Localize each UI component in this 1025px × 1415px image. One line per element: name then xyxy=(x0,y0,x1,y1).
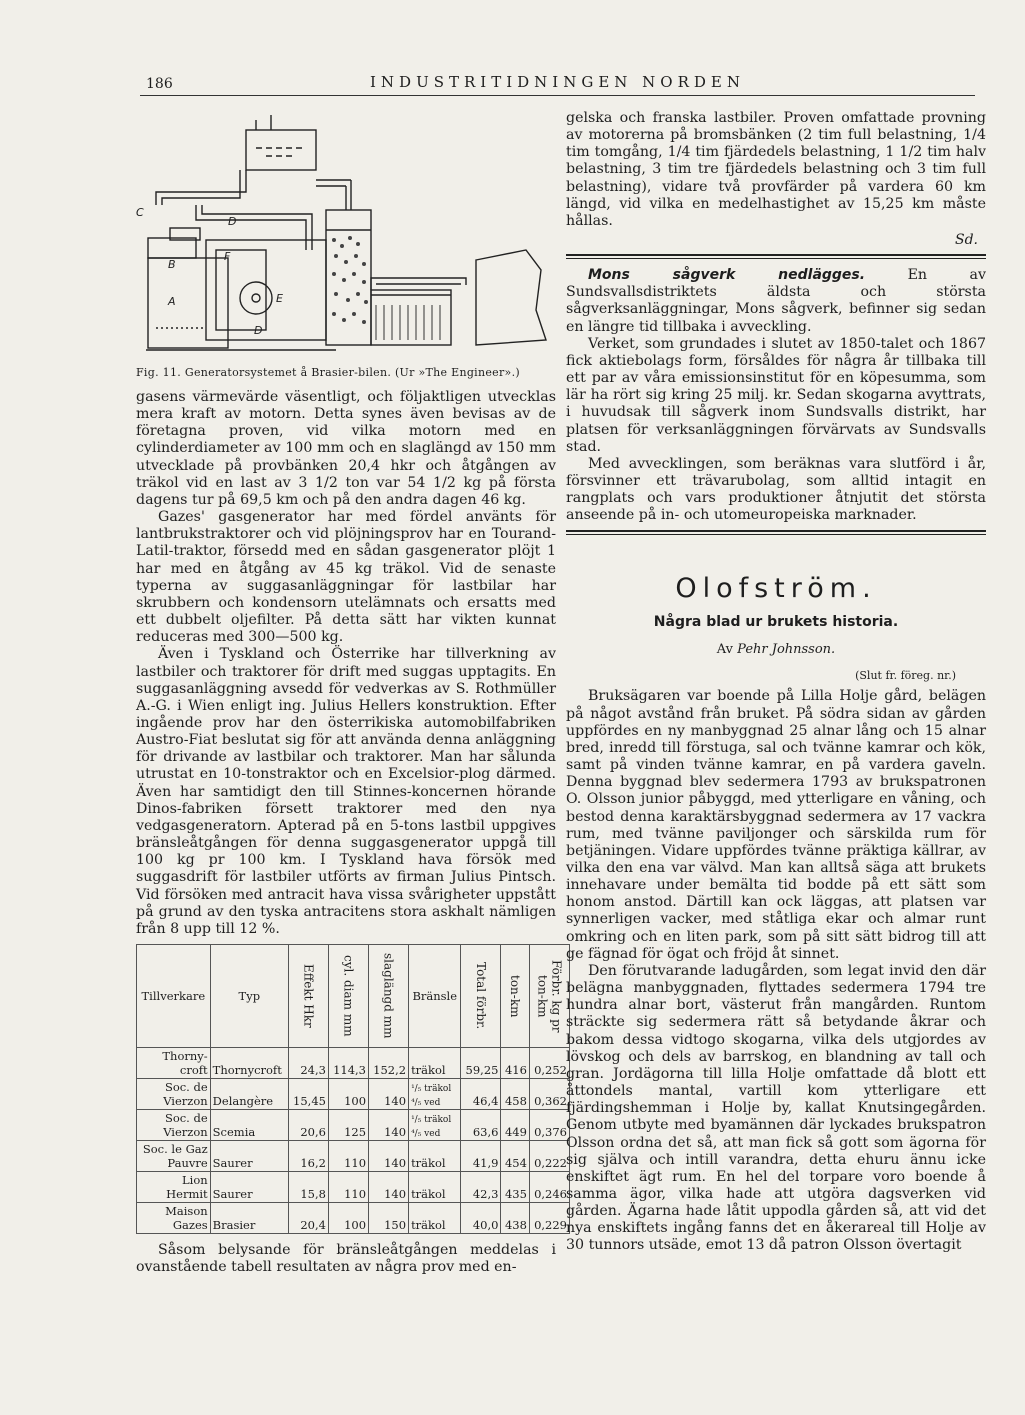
cell-slag: 152,2 xyxy=(369,1048,409,1079)
header-slag: slaglängd mm xyxy=(369,945,409,1048)
cell-bransle: träkol xyxy=(409,1141,461,1172)
left-closing-paragraph: Såsom belysande för bränsleåtgången meddelas i ovanstående tabell resultaten av några prov med en- xyxy=(136,1242,556,1276)
header-forbr: Förbr. kg pr ton-km xyxy=(529,945,569,1048)
label-d-top: D xyxy=(228,215,237,228)
filter-section xyxy=(371,290,451,345)
cell-cyl: 100 xyxy=(328,1079,368,1110)
cell-tillverkare: Soc. le Gaz Pauvre xyxy=(137,1141,211,1172)
signature: Sd. xyxy=(954,232,978,249)
header-tonkm: ton-km xyxy=(501,945,529,1048)
header-rule xyxy=(140,95,975,96)
cell-effekt: 16,2 xyxy=(288,1141,328,1172)
cell-total: 41,9 xyxy=(461,1141,501,1172)
article-title: Olofström. xyxy=(675,573,877,605)
left-column xyxy=(136,110,567,1276)
mons-paragraph-3: Med avvecklingen, som beräknas vara slutförd i år, försvinner ett trävarubolag, som alltid intagit en rangplats och vars produktioner åtnjutit det största anseende på in- och utomeuropeiska marknader. xyxy=(566,455,986,524)
label-b: B xyxy=(168,258,176,271)
cell-slag: 140 xyxy=(369,1079,409,1110)
cell-tillverkare: Soc. de Vierzon xyxy=(137,1110,211,1141)
cell-forbr: 0,222 xyxy=(529,1141,569,1172)
author-name: Pehr Johnsson. xyxy=(737,642,836,658)
label-a: A xyxy=(168,295,176,308)
label-d-low: D xyxy=(254,324,263,337)
cell-tonkm: 416 xyxy=(501,1048,529,1079)
cell-slag: 140 xyxy=(369,1172,409,1203)
continuation-note: (Slut fr. föreg. nr.) xyxy=(855,669,956,683)
cell-cyl: 114,3 xyxy=(328,1048,368,1079)
cell-total: 59,25 xyxy=(461,1048,501,1079)
olof-paragraph-2: Den förutvarande ladugården, som legat invid den där belägna manbyggnaden, flyttades sedermera 1794 tre hundra alnar bort, västerut från mangården. Runtom sträckte sig sedermera rätt så betydande åkrar och bakom dessa vidtogo skogarna, vilka dels utgjordes av lövskog och dels av barrskog, en blandning av tall och gran. Jordägorna till lilla Holje omfattade då blott ett åttondels mantal, vartill kom ytterligare ett fjärdingshemman i Holje by, kallat Knutsingegården. Genom utbyte med byamännen där lyckades brukspatron Olsson ordna det så, att man fick så gott som ägorna för sig själva och intill varandra, detta ehuru ännu icke enskiftet ägt rum. En hel del torpare voro boende å samma ägor, vilka hade att utgöra dagsverken vid gården. Ägarna hade låtit uppodla gården så, att vid det nya enskiftets ingång fanns det en åkerareal till Holje av 30 tunnors utsäde, emot 13 då patron Olsson övertagit xyxy=(566,962,986,1254)
cell-tillverkare: Thorny- croft xyxy=(137,1048,211,1079)
cell-effekt: 20,4 xyxy=(288,1203,328,1234)
cell-bransle: ¹/₅ träkol ⁴/₅ ved xyxy=(409,1079,461,1110)
cell-effekt: 15,8 xyxy=(288,1172,328,1203)
cell-tonkm: 438 xyxy=(501,1203,529,1234)
olof-paragraph-1: Bruksägaren var boende på Lilla Holje gård, belägen på något avstånd från bruket. På södra sidan av gården uppfördes en ny manbyggnad 25 alnar lång och 15 alnar bred, inredd till förstuga, sal och tvänne kamrar och kök, samt på vinden tvänne kamrar, en på vardera gaveln. Denna byggnad blev sedermera 1793 av brukspatronen O. Olsson junior påbyggd, med ytterligare en våning, och bestod denna karaktärsbyggnad sedermera av 17 vackra rum, med tvänne paviljonger och särskilda rum för betjäningen. Vidare uppfördes tvänne präktiga källrar, av vilka den ena var välvd. Man kan alltså säga att brukets innehavare under bemälta tid bodde på ett sätt som honom anstod. Därtill kan ock läggas, att platsen var synnerligen vacker, med ståtliga ekar och almar runt omkring och en liten park, som på sitt sätt bidrog till att ge fägnad för ögat och fröjd åt sinnet. xyxy=(566,688,986,962)
mons-heading: Mons sågverk nedlägges. xyxy=(588,267,866,284)
cell-tonkm: 458 xyxy=(501,1079,529,1110)
section-rule-2 xyxy=(566,530,986,535)
header-cyl: cyl. diam mm xyxy=(328,945,368,1048)
cell-tillverkare: Maison Gazes xyxy=(137,1203,211,1234)
fan-e xyxy=(240,282,272,314)
table-row xyxy=(137,1079,570,1110)
cell-cyl: 110 xyxy=(328,1141,368,1172)
cell-typ: Scemia xyxy=(210,1110,288,1141)
table-row xyxy=(137,1141,570,1172)
cell-slag: 150 xyxy=(369,1203,409,1234)
cell-typ: Delangère xyxy=(210,1079,288,1110)
cell-cyl: 125 xyxy=(328,1110,368,1141)
header-typ: Typ xyxy=(210,945,288,1048)
figure-caption: Fig. 11. Generatorsystemet å Brasier-bilen. (Ur »The Engineer».) xyxy=(136,366,520,379)
left-paragraph-1: gasens värmevärde väsentligt, och följaktligen utvecklas mera kraft av motorn. Detta synes även bevisas av de företagna proven, vid vilka motorn med en cylinderdiameter av 100 mm och en slaglängd av 150 mm utvecklade på provbänken 20,4 hkr och åtgången av träkol vid en last av 3 1/2 ton var 54 1/2 kg på första dagens tur på 69,5 km och på den andra dagen 46 kg. xyxy=(136,389,556,508)
cell-total: 46,4 xyxy=(461,1079,501,1110)
cell-cyl: 110 xyxy=(328,1172,368,1203)
cell-effekt: 24,3 xyxy=(288,1048,328,1079)
cell-total: 42,3 xyxy=(461,1172,501,1203)
left-paragraph-3: Även i Tyskland och Österrike har tillverkning av lastbiler och traktorer för drift med suggas upptagits. En suggasanläggning avsedd för vedverkas av S. Rothmüller A.-G. i Wien enligt ing. Julius Hellers konstruktion. Efter ingående prov har den österrikiska automobilfabriken Austro-Fiat beslutat sig för att använda denna anläggning för drivande av lastbilar och traktorer. Man har sålunda utrustat en 10-tonstraktor och en Excelsior-plog därmed. Även har samtidigt den till Stinnes-koncernen hörande Dinos-fabriken försett traktorer med den nya vedgasgeneratorn. Apterad på en 5-tons lastbil uppgives bränsleåtgången för denna suggasgenerator uppgå till 100 kg pr 100 km. I Tyskland hava försök med suggasdrift för lastbiler utförts av firman Julius Pintsch. Vid försöken med antracit hava vissa svårigheter uppstått på grund av den tyska antracitens stora askhalt nämligen från 8 upp till 12 %. xyxy=(136,646,556,937)
cell-typ: Saurer xyxy=(210,1172,288,1203)
cell-bransle: träkol xyxy=(409,1172,461,1203)
cell-bransle: träkol xyxy=(409,1203,461,1234)
cell-effekt: 20,6 xyxy=(288,1110,328,1141)
cell-forbr: 0,229 xyxy=(529,1203,569,1234)
label-f: F xyxy=(224,250,231,263)
cell-typ: Brasier xyxy=(210,1203,288,1234)
cell-slag: 140 xyxy=(369,1110,409,1141)
cell-tillverkare: Soc. de Vierzon xyxy=(137,1079,211,1110)
water-tank xyxy=(246,130,316,170)
page-number: 186 xyxy=(146,76,173,92)
header-tillverkare: Tillverkare xyxy=(137,945,211,1048)
label-e: E xyxy=(276,292,283,305)
vessel-b xyxy=(148,238,196,258)
cell-total: 63,6 xyxy=(461,1110,501,1141)
table-row xyxy=(137,1110,570,1141)
cell-typ: Saurer xyxy=(210,1141,288,1172)
generator-diagram-svg xyxy=(136,110,556,360)
cell-tonkm: 449 xyxy=(501,1110,529,1141)
label-c: C xyxy=(136,206,144,219)
header-bransle: Bränsle xyxy=(409,945,461,1048)
cell-tonkm: 454 xyxy=(501,1141,529,1172)
cell-forbr: 0,252 xyxy=(529,1048,569,1079)
cell-forbr: 0,362 xyxy=(529,1079,569,1110)
header-total: Total förbr. xyxy=(461,945,501,1048)
fuel-consumption-table xyxy=(136,944,570,1234)
article-subtitle: Några blad ur brukets historia. xyxy=(653,614,899,631)
cell-typ: Thornycroft xyxy=(210,1048,288,1079)
cell-tonkm: 435 xyxy=(501,1172,529,1203)
running-header: INDUSTRITIDNINGEN NORDEN xyxy=(370,73,745,91)
cell-bransle: ¹/₅ träkol ⁴/₅ ved xyxy=(409,1110,461,1141)
table-header-row xyxy=(137,945,570,1048)
left-paragraph-2: Gazes' gasgenerator har med fördel använts för lantbrukstraktorer och vid plöjningsprov har en Tourand-Latil-traktor, försedd med en sådan gasgenerator plöjt 1 har med en åtgång av 45 kg träkol. Vid de senaste typerna av suggasanläggningar för lastbilar har skrubbern och kondensorn utelämnats och ersatts med ett dubbelt oljefilter. På detta sätt har vikten kunnat reduceras med 300—500 kg. xyxy=(136,509,556,646)
table-row xyxy=(137,1172,570,1203)
byline: Av Pehr Johnsson. xyxy=(716,642,836,658)
table-row xyxy=(137,1048,570,1079)
section-rule xyxy=(566,254,986,259)
mons-paragraph-2: Verket, som grundades i slutet av 1850-talet och 1867 fick aktiebolags form, försåldes för några år tillbaka till ett par av våra emissionsinstitut för en köpesumma, som lär ha rört sig kring 25 milj. kr. Sedan skogarna avyttrats, i huvudsak till sågverk inom Sundsvalls distrikt, har platsen för verksanläggningen förvärvats av Sundsvalls stad. xyxy=(566,335,986,455)
cell-cyl: 100 xyxy=(328,1203,368,1234)
cell-effekt: 15,45 xyxy=(288,1079,328,1110)
mons-paragraph-1: Mons sågverk nedlägges. En av Sundsvallsdistriktets äldsta och största sågverksanläggningar, Mons sågverk, befinner sig sedan en längre tid tillbaka i avveckling. xyxy=(566,267,987,335)
cell-bransle: träkol xyxy=(409,1048,461,1079)
engine-block xyxy=(476,250,546,345)
right-intro-paragraph: gelska och franska lastbiler. Proven omfattade provning av motorerna på bromsbänken (2 tim full belastning, 1/4 tim tomgång, 1/4 tim fjärdedels belastning, 1 1/2 tim halv belastning, 3 tim tre fjärdedels belastning och 3 tim full belastning), vidare två provfärder på vardera 60 km längd, vid vilka en medelhastighet av 15,25 km måste hållas. xyxy=(566,110,986,229)
cell-slag: 140 xyxy=(369,1141,409,1172)
cell-total: 40,0 xyxy=(461,1203,501,1234)
cell-forbr: 0,246 xyxy=(529,1172,569,1203)
cell-tillverkare: Lion Hermit xyxy=(137,1172,211,1203)
right-column xyxy=(566,110,986,1255)
table-row xyxy=(137,1203,570,1234)
generator-diagram xyxy=(136,110,556,360)
header-effekt: Effekt Hkr xyxy=(288,945,328,1048)
cell-forbr: 0,376 xyxy=(529,1110,569,1141)
